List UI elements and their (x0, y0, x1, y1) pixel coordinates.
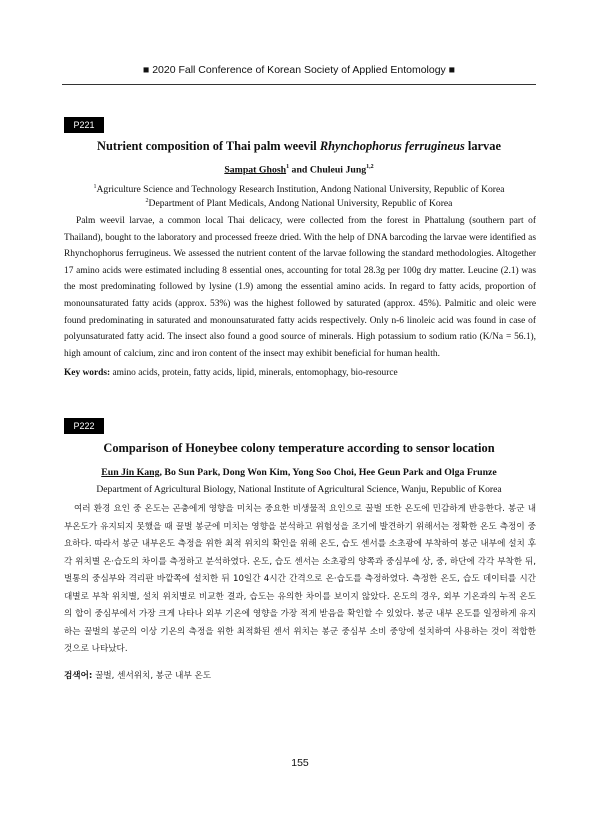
affil-sup: 2 (145, 198, 149, 204)
running-header: ■ 2020 Fall Conference of Korean Society of Applied Entomology ■ (142, 64, 456, 76)
title-p221 (62, 139, 536, 154)
authors-p221 (62, 164, 536, 175)
title-p222: Comparison of Honeybee colony temperature according to sensor location (103, 441, 495, 455)
abstract-tag-p222: P222 (64, 418, 104, 434)
abstract-p222: 여러 환경 요인 중 온도는 곤충에게 영향을 미치는 중요한 비생물적 요인으로 꿀벌 또한 온도에 민감하게 반응한다. 봉군 내부온도가 유지되지 못했을 때 꿀벌 봉군에 미치는 영향을 분석하고 위험성을 조기에 발견하기 위해서는 정확한 온도 측정이 중요하다. 따라서 봉군 내부온도 측정을 위한 최적 위치의 확인을 위해 온도, 습도 센서를 소초광에 부착하여 봉군 내부에 설치 후 각 위치별 온·습도의 차이를 측정하고 분석하였다. 온도, 습도 센서는 소초광의 양쪽과 중심부에 상, 중, 하단에 각각 부착한 뒤, 벌통의 중심부와 격리판 바깥쪽에 설치한 뒤 10일간 4시간 간격으로 온·습도를 측정하였다. 측정한 온도, 습도 데이터를 시간대별로 부착 위치별, 설치 위치별로 비교한 결과, 습도는 유의한 차이를 보이지 않았다. 온도의 경우, 외부 기온과의 누적 온도의 합이 중심부에서 가장 크게 나타나 외부 기온에 영향을 가장 적게 받음을 확인할 수 있었다. 봉군 내부 온도를 일정하게 유지하는 꿀벌의 봉군의 이상 기온의 측정을 위한 최적화된 센서 위치는 봉군 중심부 소비 중앙에 설치하여 사용하는 것이 적합한 것으로 나타났다. (64, 504, 536, 654)
title-prefix: Nutrient composition of Thai palm weevil (97, 139, 320, 153)
keywords-label: Key words: (64, 368, 111, 378)
author: Chuleui Jung (309, 164, 367, 176)
authors-rest: , Bo Sun Park, Dong Won Kim, Yong Soo Choi, Hee Geun Park and Olga Frunze (159, 467, 497, 478)
keywords-p221 (64, 368, 536, 378)
presenting-author: Sampat Ghosh (224, 164, 287, 176)
abstract-p221: Palm weevil larvae, a common local Thai delicacy, were collected from the forest in Phattalung (southern part of Thailand), bought to the laboratory and processed freeze dried. With the help of DNA barcoding the larvae were identified as Rhynchophorus ferrugineus. We assessed the nutrient content of the larvae following the standard methodologies. Altogether 17 amino acids were estimated including 8 essential ones, accounting for total 28.3g per 100g dry matter. Leucine (2.1) was the most predominating followed by lysine (1.9) among the essential amino acids. In regard to fatty acids, proportion of monounsaturated fatty acids (approx. 53%) was the highest followed by saturated (approx. 45%). Palmitic and oleic were found predominating in saturated and monounsaturated fatty acids respectively. Only n-6 linoleic acid was found in case of polyunsaturated fatty acid. The insect also found a good source of minerals. High potassium to sodium ratio (K/Na = 56.1), high amount of calcium, zinc and iron content of the insect may exhibit beneficial for human health. (64, 216, 536, 359)
affil-text: Department of Plant Medicals, Andong National University, Republic of Korea (148, 198, 453, 210)
title-suffix: larvae (464, 139, 501, 153)
affiliation-p222: Department of Agricultural Biology, National Institute of Agricultural Science, Wanju, Republic of Korea (96, 484, 502, 495)
keywords-p222 (64, 669, 536, 681)
author-sup: 1,2 (366, 164, 374, 170)
keywords-label: 검색어: (64, 671, 93, 681)
author-sup: 1 (286, 164, 290, 170)
abstract-tag-p221: P221 (64, 117, 104, 133)
page-number: 155 (291, 757, 309, 769)
presenting-author: Eun Jin Kang (101, 467, 160, 478)
keywords-text: amino acids, protein, fatty acids, lipid, minerals, entomophagy, bio-resource (110, 368, 398, 378)
authors-p222 (62, 467, 536, 478)
title-species: Rhynchophorus ferrugineus (319, 139, 465, 153)
affiliation-2-p221 (62, 194, 536, 211)
keywords-text: 꿀벌, 센서위치, 봉군 내부 온도 (92, 671, 212, 681)
header-rule (62, 84, 536, 85)
affil-sup: 1 (93, 184, 97, 190)
author-join: and (289, 164, 310, 176)
affil-text: Agriculture Science and Technology Research Institution, Andong National University, Republic of Korea (96, 184, 505, 196)
